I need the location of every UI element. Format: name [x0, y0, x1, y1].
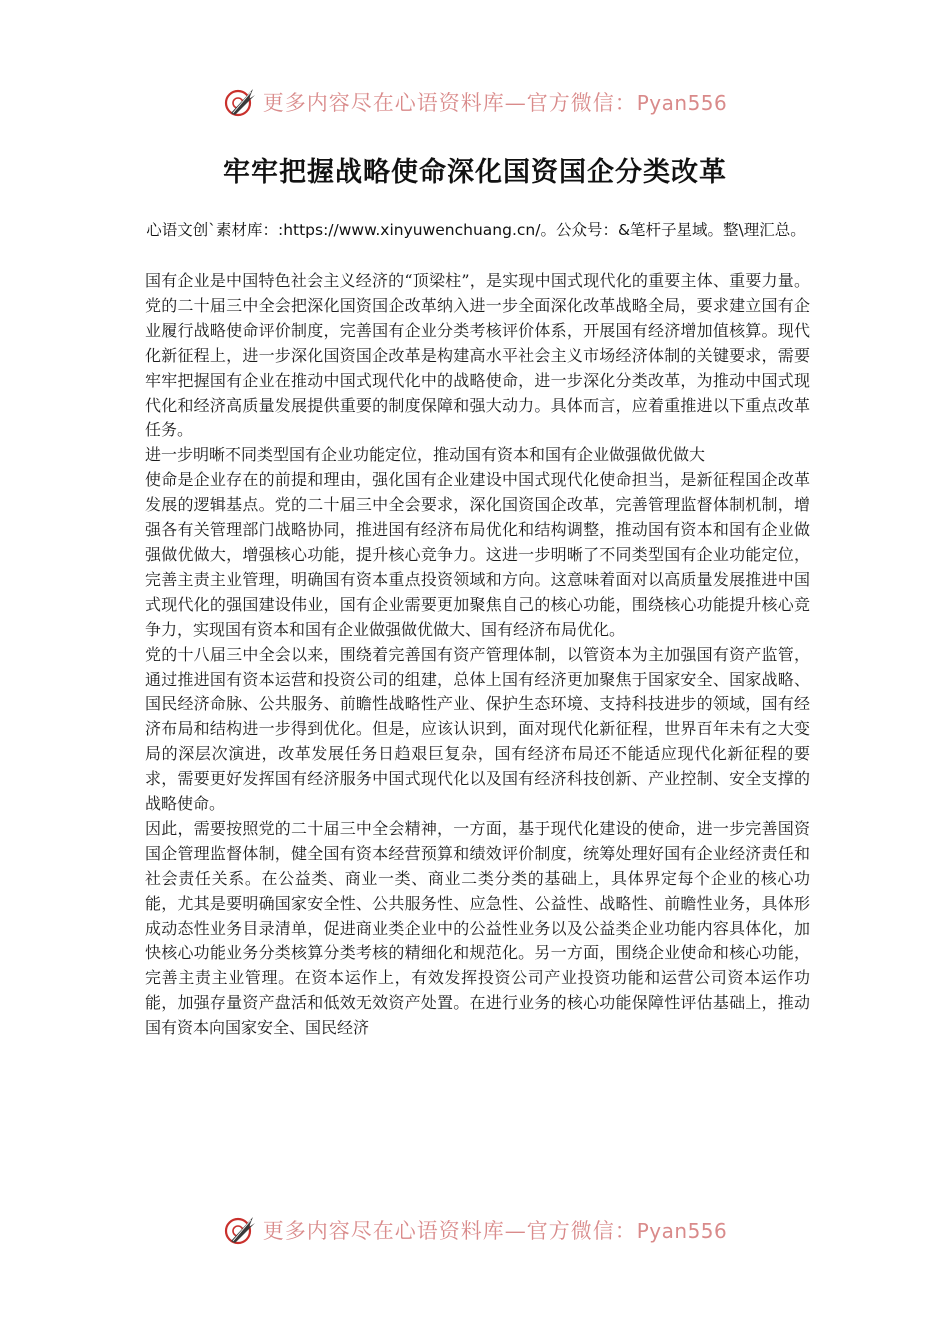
source-line: 心语文创`素材库：:https://www.xinyuwenchuang.cn/。公众号：&笔杆子星域。整\理汇总。	[146, 221, 806, 239]
quill-logo-icon	[223, 85, 257, 119]
paragraph: 使命是企业存在的前提和理由，强化国有企业建设中国式现代化使命担当，是新征程国企改革发展的逻辑基点。党的二十届三中全会要求，深化国资国企改革，完善管理监督体制机制，增强各有关管理部门战略协同，推进国有经济布局优化和结构调整，推动国有资本和国有企业做强做优做大，增强核心功能，提升核心竞争力。这进一步明晰了不同类型国有企业功能定位，完善主责主业管理，明确国有资本重点投资领域和方向。这意味着面对以高质量发展推进中国式现代化的强国建设伟业，国有企业需要更加聚焦自己的核心功能，围绕核心功能提升核心竞争力，实现国有资本和国有企业做强做优做大、国有经济布局优化。	[145, 470, 810, 639]
footer-banner	[0, 1210, 950, 1250]
document-title: 牢牢把握战略使命深化国资国企分类改革	[223, 157, 727, 188]
banner-handle: Pyan556	[636, 1219, 728, 1243]
quill-logo-icon	[223, 1213, 257, 1247]
banner-text: 更多内容尽在心语资料库—官方微信：Pyan556	[262, 1219, 728, 1243]
document-body	[145, 269, 810, 1041]
paragraph: 党的十八届三中全会以来，围绕着完善国有资产管理体制，以管资本为主加强国有资产监管，通过推进国有资本运营和投资公司的组建，总体上国有经济更加聚焦于国家安全、国家战略、国民经济命脉、公共服务、前瞻性战略性产业、保护生态环境、支持科技进步的领域，国有经济布局和结构进一步得到优化。但是，应该认识到，面对现代化新征程，世界百年未有之大变局的深层次演进，改革发展任务日趋艰巨复杂，国有经济布局还不能适应现代化新征程的要求，需要更好发挥国有经济服务中国式现代化以及国有经济科技创新、产业控制、安全支撑的战略使命。	[145, 644, 810, 814]
banner-handle: Pyan556	[636, 91, 728, 115]
section-heading: 进一步明晰不同类型国有企业功能定位，推动国有资本和国有企业做强做优做大	[145, 445, 706, 465]
paragraph-intro: 国有企业是中国特色社会主义经济的“顶梁柱”，是实现中国式现代化的重要主体、重要力量。党的二十届三中全会把深化国资国企改革纳入进一步全面深化改革战略全局，要求建立国有企业履行战略使命评价制度，完善国有企业分类考核评价体系，开展国有经济增加值核算。现代化新征程上，进一步深化国资国企改革是构建高水平社会主义市场经济体制的关键要求，需要牢牢把握国有企业在推动中国式现代化中的战略使命，进一步深化分类改革，为推动中国式现代化和经济高质量发展提供重要的制度保障和强大动力。具体而言，应着重推进以下重点改革任务。	[145, 271, 810, 440]
banner-text: 更多内容尽在心语资料库—官方微信：Pyan556	[262, 91, 728, 115]
header-banner	[0, 82, 950, 122]
paragraph: 因此，需要按照党的二十届三中全会精神，一方面，基于现代化建设的使命，进一步完善国资国企管理监督体制，健全国有资本经营预算和绩效评价制度，统筹处理好国有企业经济责任和社会责任关系。在公益类、商业一类、商业二类分类的基础上，具体界定每个企业的核心功能，尤其是要明确国家安全性、公共服务性、应急性、公益性、战略性、前瞻性业务，具体形成动态性业务目录清单，促进商业类企业中的公益性业务以及公益类企业功能内容具体化，加快核心功能业务分类核算分类考核的精细化和规范化。另一方面，围绕企业使命和核心功能，完善主责主业管理。在资本运作上，有效发挥投资公司产业投资功能和运营公司资本运作功能，加强存量资产盘活和低效无效资产处置。在进行业务的核心功能保障性评估基础上，推动国有资本向国家安全、国民经济	[145, 818, 810, 1038]
